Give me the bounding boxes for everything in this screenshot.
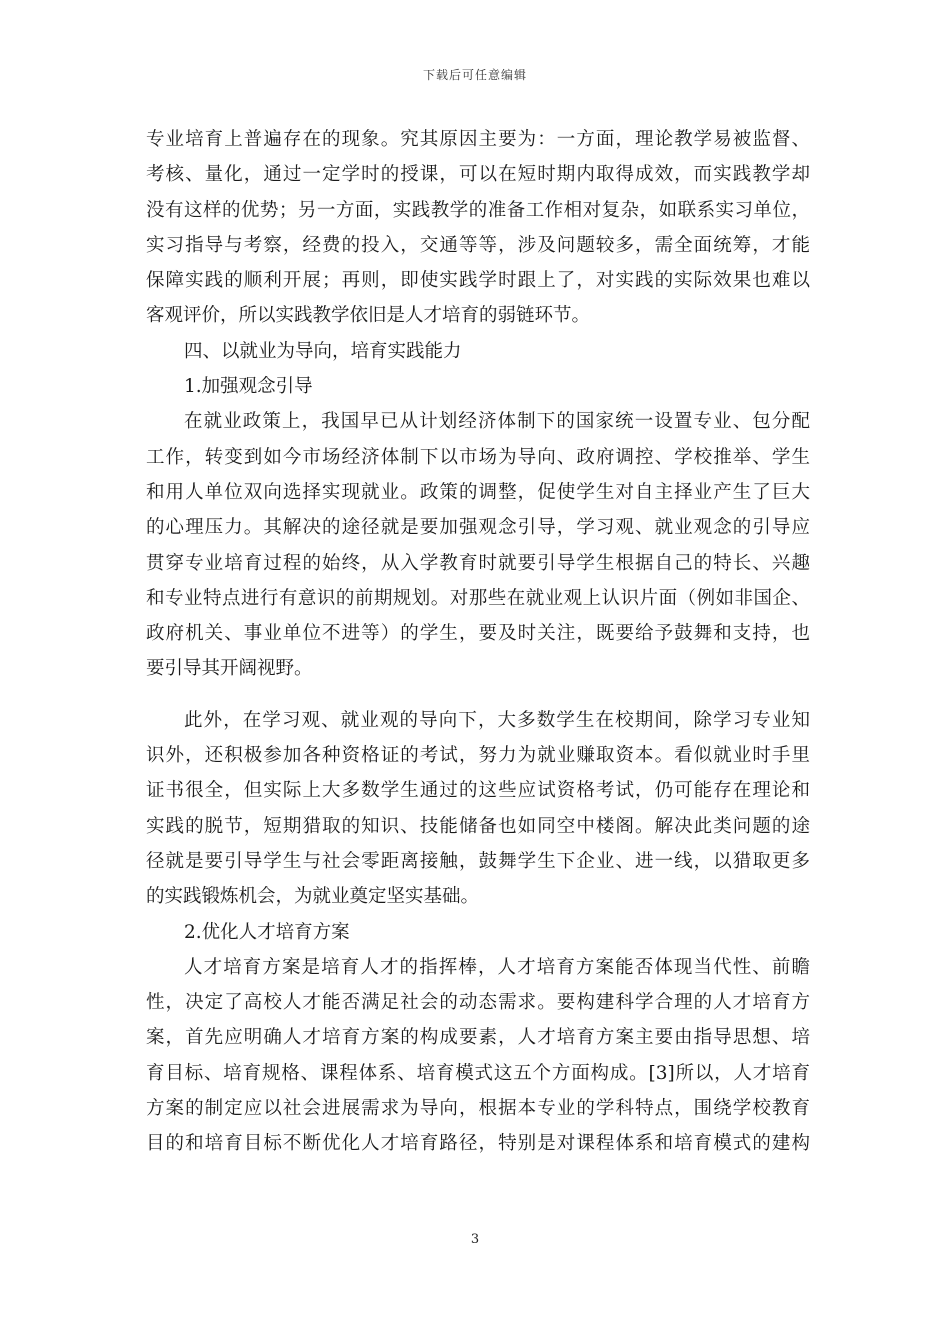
text-line: 证书很全，但实际上大多数学生通过的这些应试资格考试，仍可能存在理论和 bbox=[146, 780, 810, 802]
subsection-heading: 2.优化人才培育方案 bbox=[184, 921, 350, 943]
text-line: 专业培育上普遍存在的现象。究其原因主要为：一方面，理论教学易被监督、 bbox=[146, 129, 810, 150]
text-line: 此外，在学习观、就业观的导向下，大多数学生在校期间，除学习专业知 bbox=[184, 709, 810, 731]
text-line: 和专业特点进行有意识的前期规划。对那些在就业观上认识片面（例如非国企、 bbox=[146, 587, 810, 609]
text-line: 没有这样的优势；另一方面，实践教学的准备工作相对复杂，如联系实习单位， bbox=[146, 199, 810, 221]
paragraph-1 bbox=[146, 122, 810, 334]
text-line: 的实践锻炼机会，为就业奠定坚实基础。 bbox=[146, 886, 480, 908]
text-line: 要引导其开阔视野。 bbox=[146, 658, 313, 680]
text-line: 贯穿专业培育过程的始终，从入学教育时就要引导学生根据自己的特长、兴趣 bbox=[146, 552, 810, 574]
text-line: 实践的脱节，短期猎取的知识、技能储备也如同空中楼阁。解决此类问题的途 bbox=[146, 815, 810, 837]
text-line: 方案的制定应以社会进展需求为导向，根据本专业的学科特点，围绕学校教育 bbox=[146, 1098, 810, 1120]
text-line: 保障实践的顺利开展；再则，即使实践学时跟上了，对实践的实际效果也难以 bbox=[146, 270, 810, 292]
text-line: 实习指导与考察，经费的投入，交通等等，涉及问题较多，需全面统筹，才能 bbox=[146, 234, 810, 256]
text-line: 人才培育方案是培育人才的指挥棒，人才培育方案能否体现当代性、前瞻 bbox=[184, 956, 810, 978]
subsection-heading: 1.加强观念引导 bbox=[184, 376, 313, 398]
text-line: 目的和培育目标不断优化人才培育路径，特别是对课程体系和培育模式的建构 bbox=[146, 1133, 810, 1155]
text-line: 识外，还积极参加各种资格证的考试，努力为就业赚取资本。看似就业时手里 bbox=[146, 745, 810, 767]
text-line: 考核、量化，通过一定学时的授课，可以在短时期内取得成效，而实践教学却 bbox=[146, 164, 810, 186]
page-header: 下载后可任意编辑 bbox=[422, 68, 527, 82]
text-line: 径就是要引导学生与社会零距离接触，鼓舞学生下企业、进一线，以猎取更多 bbox=[146, 850, 810, 872]
section-heading: 四、以就业为导向，培育实践能力 bbox=[184, 340, 462, 362]
page-number: 3 bbox=[470, 1232, 480, 1247]
text-line: 的心理压力。其解决的途径就是要加强观念引导，学习观、就业观念的引导应 bbox=[146, 517, 810, 539]
text-line: 案，首先应明确人才培育方案的构成要素，人才培育方案主要由指导思想、培 bbox=[146, 1027, 810, 1049]
paragraph-2 bbox=[146, 404, 810, 686]
text-line: 育目标、培育规格、课程体系、培育模式这五个方面构成。[3]所以，人才培育 bbox=[146, 1062, 810, 1084]
text-line: 客观评价，所以实践教学依旧是人才培育的弱链环节。 bbox=[146, 305, 591, 327]
text-line: 政府机关、事业单位不进等）的学生，要及时关注，既要给予鼓舞和支持，也 bbox=[146, 623, 810, 645]
text-line: 和用人单位双向选择实现就业。政策的调整，促使学生对自主择业产生了巨大 bbox=[146, 481, 810, 503]
paragraph-4 bbox=[146, 950, 810, 1162]
text-line: 工作，转变到如今市场经济体制下以市场为导向、政府调控、学校推举、学生 bbox=[146, 446, 810, 468]
text-line: 性，决定了高校人才能否满足社会的动态需求。要构建科学合理的人才培育方 bbox=[146, 992, 810, 1014]
text-line: 在就业政策上，我国早已从计划经济体制下的国家统一设置专业、包分配 bbox=[184, 411, 810, 433]
paragraph-3 bbox=[146, 703, 810, 915]
document-body bbox=[146, 122, 810, 1162]
